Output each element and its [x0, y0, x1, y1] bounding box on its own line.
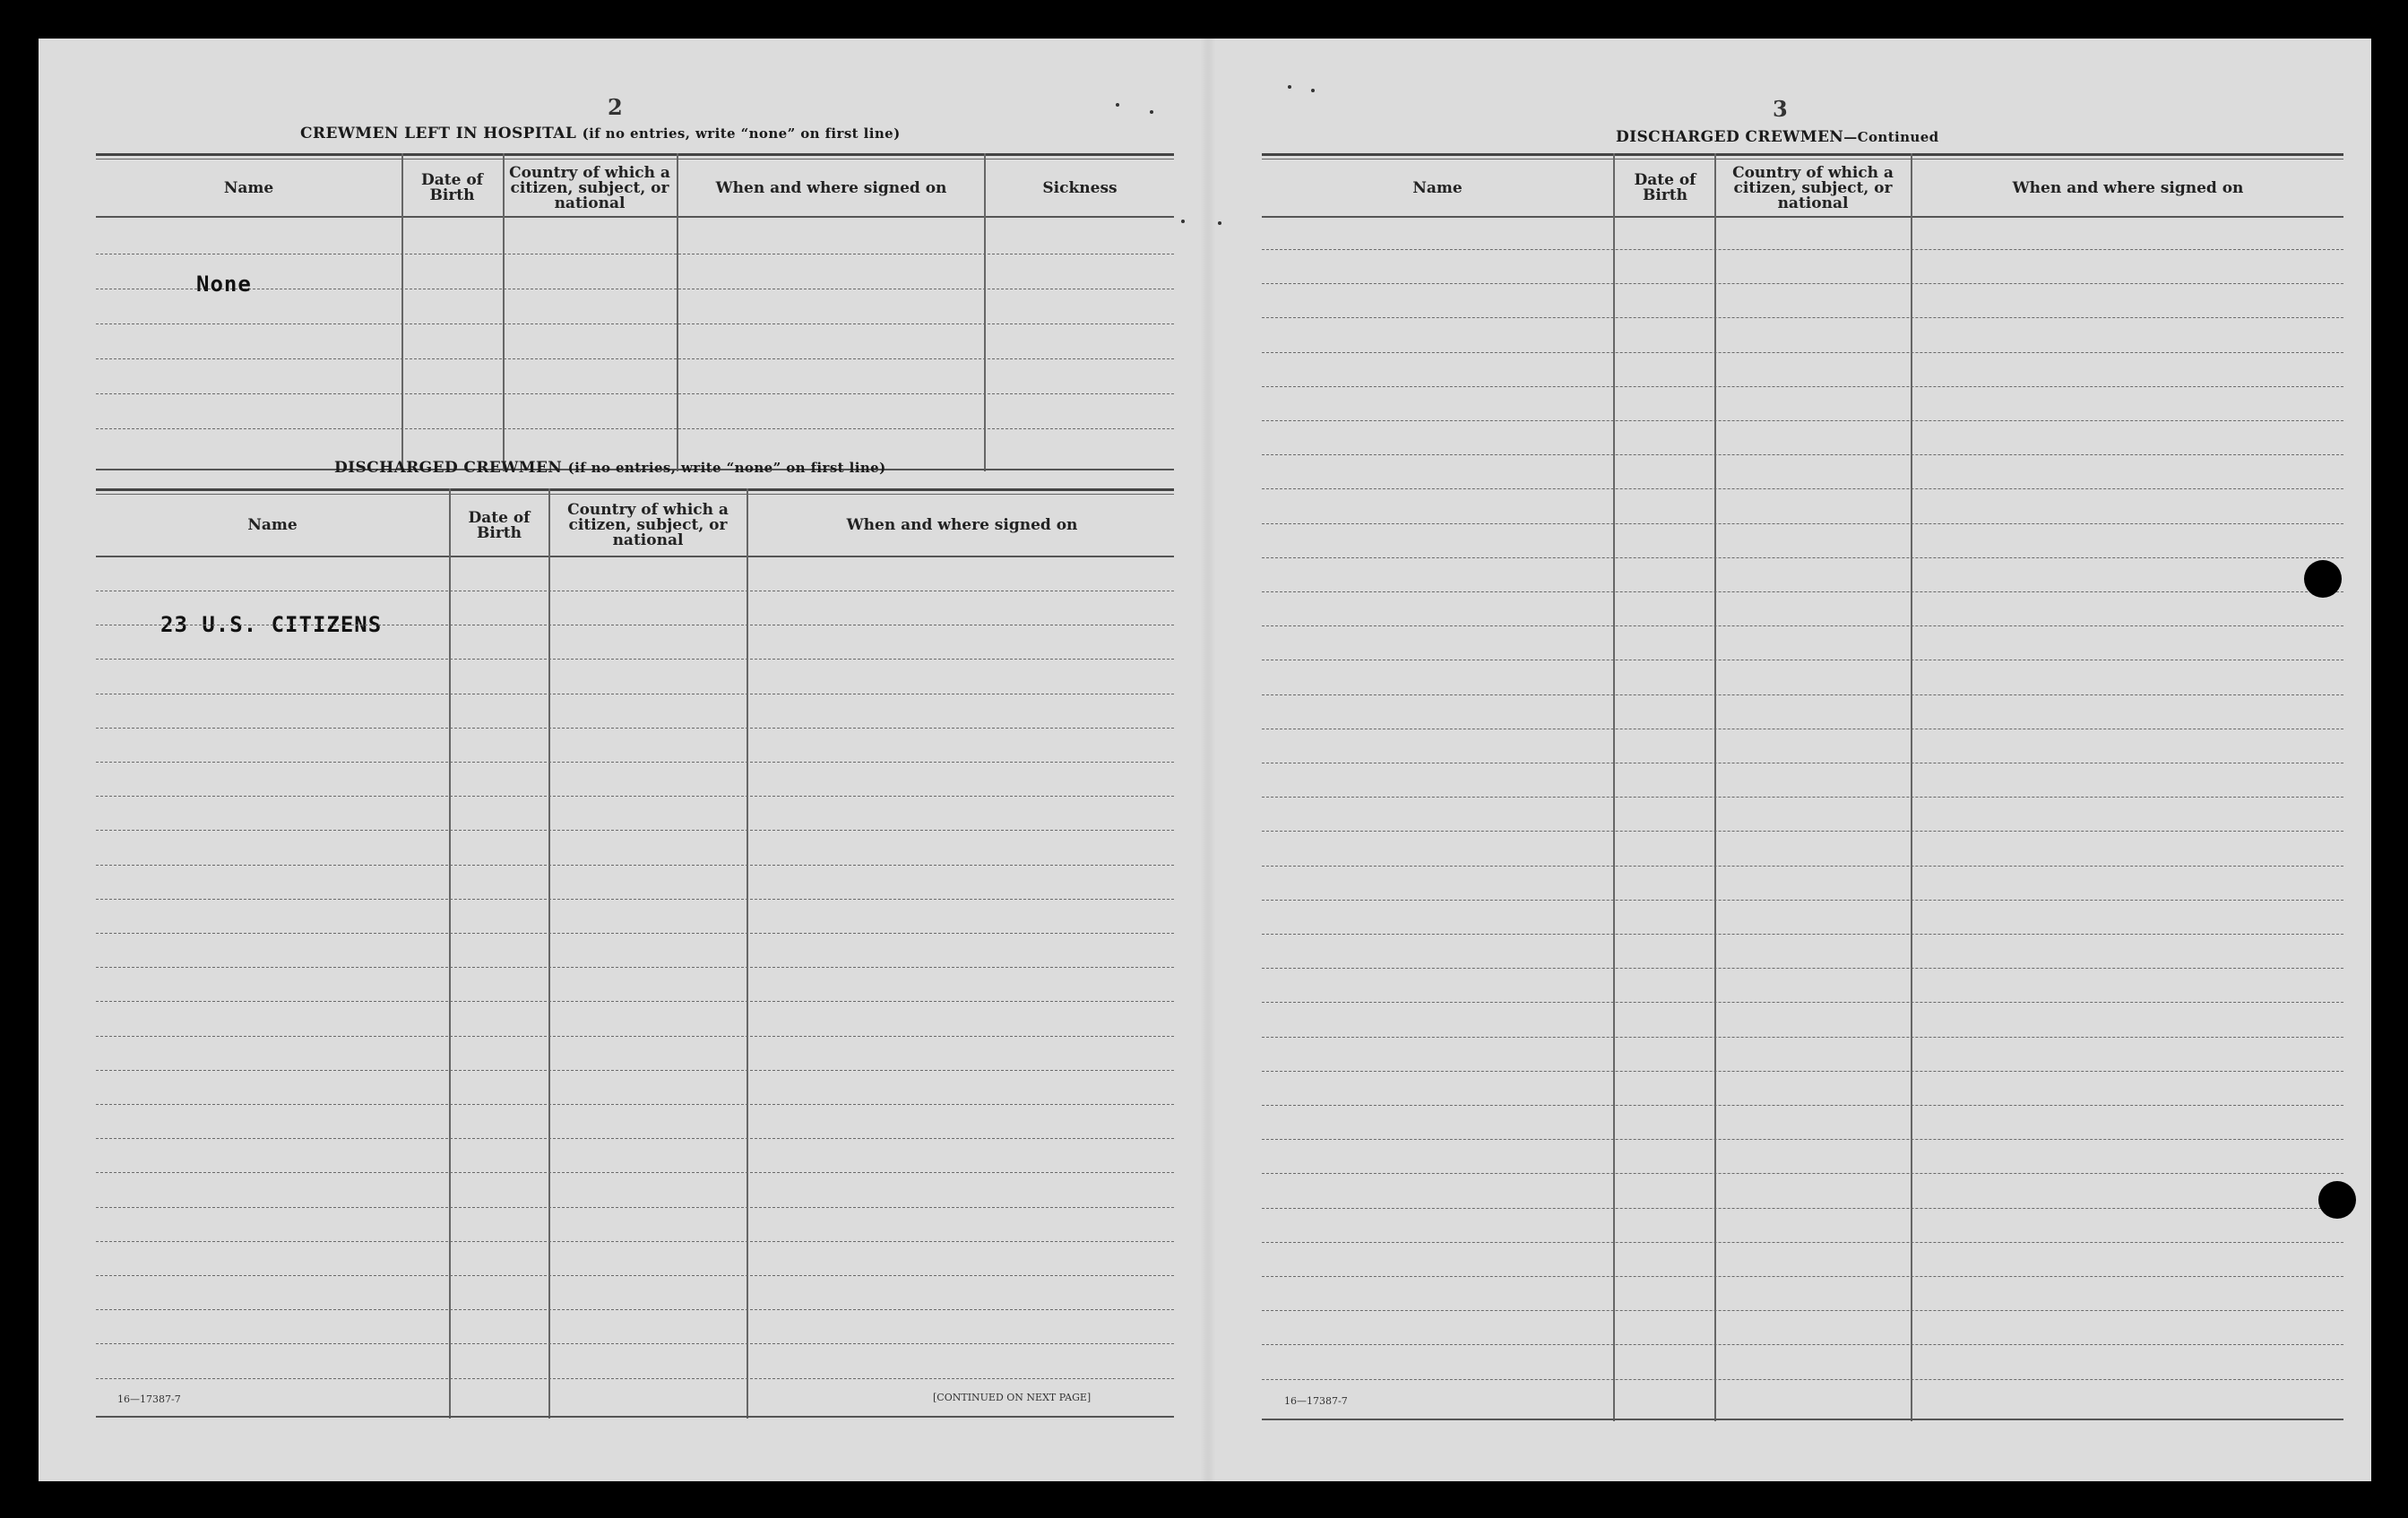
row-line — [96, 830, 1174, 831]
hospital-instruction: (if no entries, write “none” on first line) — [582, 125, 901, 142]
ink-speck — [1116, 103, 1119, 107]
row-line — [1262, 1379, 2343, 1380]
header-rule — [96, 556, 1174, 557]
row-line — [1262, 420, 2343, 421]
right-title-text: DISCHARGED CREWMEN — [1616, 128, 1844, 146]
row-line — [96, 1275, 1174, 1276]
header-rule — [96, 216, 1174, 218]
left-form-code: 16—17387-7 — [117, 1393, 181, 1405]
row-line — [1262, 1071, 2343, 1072]
header-name: Name — [247, 516, 298, 534]
row-line — [1262, 591, 2343, 592]
discharged-table — [96, 488, 1174, 1419]
table-top-rule — [1262, 153, 2343, 156]
row-line — [96, 933, 1174, 934]
row-line — [96, 358, 1174, 359]
punch-hole — [2318, 1181, 2356, 1219]
row-line — [96, 323, 1174, 324]
row-line — [1262, 625, 2343, 626]
row-line — [96, 1207, 1174, 1208]
hospital-section-title — [300, 125, 901, 142]
row-line — [96, 1070, 1174, 1071]
ink-speck — [1181, 220, 1185, 223]
row-line — [1262, 317, 2343, 318]
row-line — [1262, 386, 2343, 387]
column-divider — [1613, 153, 1615, 1421]
row-line — [1262, 523, 2343, 524]
document-sheet — [39, 39, 2371, 1481]
header-name: Name — [1412, 178, 1463, 197]
row-line — [96, 762, 1174, 763]
row-line — [1262, 1139, 2343, 1140]
ink-speck — [1150, 110, 1153, 114]
row-line — [1262, 1310, 2343, 1311]
row-line — [1262, 557, 2343, 558]
header-country: Country of which a citizen, subject, or national — [509, 163, 670, 212]
page-fold — [1200, 39, 1216, 1481]
row-line — [96, 659, 1174, 660]
ink-speck — [1311, 89, 1315, 92]
discharged-section-title — [334, 459, 886, 477]
row-line — [1262, 1173, 2343, 1174]
continued-note: [CONTINUED ON NEXT PAGE] — [933, 1392, 1092, 1403]
row-line — [96, 1172, 1174, 1173]
header-date-of-birth: Date of Birth — [421, 171, 483, 204]
header-rule — [1262, 216, 2343, 218]
row-line — [96, 1241, 1174, 1242]
right-discharged-table — [1262, 153, 2343, 1421]
row-line — [1262, 1208, 2343, 1209]
column-divider — [503, 153, 505, 471]
ink-speck — [1218, 221, 1221, 225]
row-line — [96, 796, 1174, 797]
column-divider — [1911, 153, 1912, 1421]
row-line — [96, 1001, 1174, 1002]
row-line — [96, 899, 1174, 900]
column-divider — [747, 488, 748, 1419]
row-line — [96, 865, 1174, 866]
row-line — [1262, 249, 2343, 250]
row-line — [96, 1138, 1174, 1139]
row-line — [96, 728, 1174, 729]
header-signed-on: When and where signed on — [2012, 178, 2244, 197]
discharged-instruction: (if no entries, write “none” on first line) — [567, 460, 886, 476]
row-line — [1262, 797, 2343, 798]
right-section-title — [1616, 128, 1939, 146]
row-line — [1262, 968, 2343, 969]
table-top-rule — [96, 153, 1174, 156]
discharged-entry: 23 U.S. CITIZENS — [160, 612, 383, 637]
row-line — [96, 1378, 1174, 1379]
header-sickness: Sickness — [1042, 178, 1118, 197]
row-line — [96, 1104, 1174, 1105]
header-signed-on: When and where signed on — [846, 516, 1078, 534]
row-line — [1262, 1344, 2343, 1345]
row-line — [1262, 831, 2343, 832]
table-top-rule — [96, 494, 1174, 495]
row-line — [1262, 1105, 2343, 1106]
row-line — [1262, 352, 2343, 353]
table-top-rule — [96, 488, 1174, 491]
row-line — [96, 393, 1174, 394]
header-name: Name — [223, 178, 274, 197]
row-line — [96, 1343, 1174, 1344]
column-divider — [1714, 153, 1716, 1421]
column-divider — [401, 153, 403, 471]
row-line — [1262, 1002, 2343, 1003]
left-page-number: 2 — [608, 94, 623, 120]
row-line — [1262, 488, 2343, 489]
right-form-code: 16—17387-7 — [1284, 1395, 1348, 1407]
row-line — [1262, 454, 2343, 455]
table-top-rule — [1262, 159, 2343, 160]
row-line — [96, 428, 1174, 429]
hospital-entry: None — [196, 272, 252, 297]
hospital-title-text: CREWMEN LEFT IN HOSPITAL — [300, 125, 577, 142]
hospital-table — [96, 153, 1174, 471]
table-bottom-rule — [96, 1416, 1174, 1418]
row-line — [96, 967, 1174, 968]
right-title-suffix: —Continued — [1843, 129, 1939, 145]
discharged-title-text: DISCHARGED CREWMEN — [334, 459, 563, 477]
row-line — [96, 1309, 1174, 1310]
row-line — [1262, 694, 2343, 695]
table-top-rule — [96, 159, 1174, 160]
column-divider — [548, 488, 550, 1419]
row-line — [1262, 900, 2343, 901]
row-line — [1262, 283, 2343, 284]
row-line — [1262, 1276, 2343, 1277]
header-country: Country of which a citizen, subject, or national — [567, 501, 729, 549]
table-bottom-rule — [1262, 1419, 2343, 1420]
punch-hole — [2304, 560, 2342, 598]
row-line — [1262, 1037, 2343, 1038]
row-line — [1262, 866, 2343, 867]
row-line — [96, 1036, 1174, 1037]
right-page-number: 3 — [1773, 96, 1788, 122]
ink-speck — [1288, 85, 1291, 89]
row-line — [1262, 934, 2343, 935]
header-date-of-birth: Date of Birth — [1634, 171, 1696, 204]
header-country: Country of which a citizen, subject, or national — [1732, 163, 1894, 212]
column-divider — [449, 488, 451, 1419]
header-signed-on: When and where signed on — [715, 178, 947, 197]
header-date-of-birth: Date of Birth — [468, 508, 531, 542]
row-line — [1262, 1242, 2343, 1243]
